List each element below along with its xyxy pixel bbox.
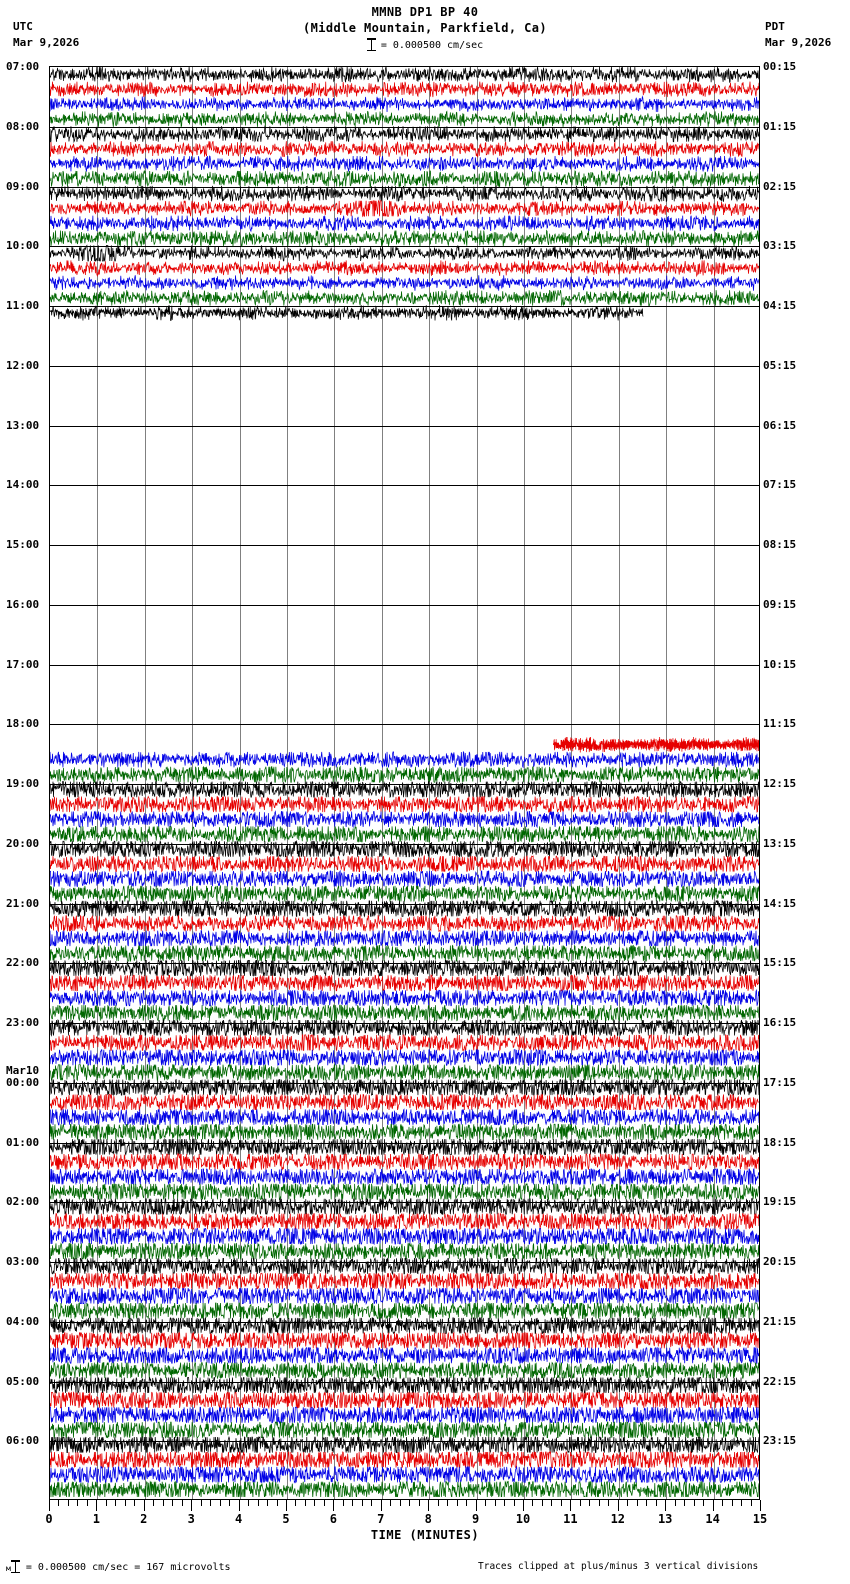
x-tick-minor [352, 1500, 353, 1506]
trace-2330 [50, 1050, 759, 1065]
x-tick-major-13 [665, 1500, 666, 1511]
x-tick-minor [589, 1500, 590, 1506]
trace-0600 [50, 1437, 759, 1452]
x-tick-minor [580, 1500, 581, 1506]
utc-time-label-1600: 16:00 [6, 597, 40, 611]
x-tick-label-12: 12 [610, 1512, 626, 1526]
trace-0315 [50, 1273, 759, 1288]
x-tick-label-5: 5 [282, 1512, 290, 1526]
x-tick-major-6 [333, 1500, 334, 1511]
trace-0745 [50, 111, 759, 126]
footer-left-text: = 0.000500 cm/sec = 167 microvolts [25, 1562, 231, 1573]
x-tick-minor [419, 1500, 420, 1506]
x-tick-label-0: 0 [45, 1512, 53, 1526]
trace-0515 [50, 1392, 759, 1407]
pdt-time-label-1615: 16:15 [763, 1016, 797, 1029]
trace-2030 [50, 871, 759, 886]
x-tick-major-11 [570, 1500, 571, 1511]
x-tick-minor [504, 1500, 505, 1506]
x-tick-minor [106, 1500, 107, 1506]
trace-2300 [50, 1020, 759, 1035]
pdt-time-label-1515: 15:15 [763, 956, 797, 970]
x-tick-major-0 [49, 1500, 50, 1511]
x-tick-minor [343, 1500, 344, 1506]
x-tick-minor [153, 1500, 154, 1506]
x-tick-minor [229, 1500, 230, 1506]
x-tick-major-3 [191, 1500, 192, 1511]
trace-2130 [50, 931, 759, 946]
day-change-label: Mar10 [6, 1063, 40, 1077]
utc-time-label-1300: 13:00 [6, 418, 40, 432]
trace-1000 [50, 245, 759, 260]
pdt-time-label-1915: 19:15 [763, 1195, 797, 1209]
x-tick-minor [561, 1500, 562, 1506]
seismogram-plot [49, 66, 760, 1500]
pdt-time-label-0315: 03:15 [763, 239, 797, 253]
trace-0000 [50, 1080, 759, 1095]
x-tick-minor [125, 1500, 126, 1506]
x-tick-minor [390, 1500, 391, 1506]
trace-0630 [50, 1467, 759, 1482]
pdt-time-label-1415: 14:15 [763, 896, 797, 910]
trace-0915 [50, 201, 759, 216]
x-tick-minor [210, 1500, 211, 1506]
x-tick-minor [732, 1500, 733, 1506]
pdt-time-label-1215: 12:15 [763, 777, 797, 790]
x-tick-major-12 [618, 1500, 619, 1511]
trace-0530 [50, 1407, 759, 1422]
right-timezone-label: PDT [765, 20, 785, 33]
left-timezone-label: UTC [13, 20, 33, 33]
trace-0445 [50, 1363, 759, 1378]
utc-time-label-2300: 23:00 [6, 1016, 40, 1029]
trace-0145 [50, 1184, 759, 1199]
utc-time-label-2000: 20:00 [6, 836, 40, 850]
trace-0715 [50, 82, 759, 97]
pdt-time-label-0015: 00:15 [763, 60, 797, 73]
pdt-time-label-1815: 18:15 [763, 1135, 797, 1149]
trace-0500 [50, 1377, 759, 1392]
trace-0330 [50, 1288, 759, 1303]
trace-1845 [50, 767, 759, 782]
x-tick-minor [220, 1500, 221, 1506]
trace-0930 [50, 216, 759, 231]
utc-time-label-0000: 00:00 [6, 1075, 40, 1089]
utc-time-label-0100: 01:00 [6, 1135, 40, 1149]
x-tick-minor [267, 1500, 268, 1506]
x-tick-label-7: 7 [377, 1512, 385, 1526]
trace-2015 [50, 856, 759, 871]
x-tick-minor [495, 1500, 496, 1506]
left-date-label: Mar 9,2026 [13, 36, 80, 49]
trace-0015 [50, 1094, 759, 1109]
trace-1930 [50, 811, 759, 826]
trace-2230 [50, 990, 759, 1005]
x-tick-minor [646, 1500, 647, 1506]
x-tick-minor [438, 1500, 439, 1506]
utc-time-label-0500: 05:00 [6, 1374, 40, 1388]
utc-time-label-1400: 14:00 [6, 478, 40, 492]
mu-ibeam-icon [11, 1560, 20, 1573]
x-tick-major-8 [428, 1500, 429, 1511]
ibeam-scale-icon [367, 38, 376, 51]
x-tick-minor [684, 1500, 685, 1506]
x-tick-minor [722, 1500, 723, 1506]
scale-bar-legend [0, 38, 850, 51]
trace-1945 [50, 826, 759, 841]
utc-time-label-0400: 04:00 [6, 1314, 40, 1328]
x-tick-minor [400, 1500, 401, 1506]
trace-layer [50, 67, 759, 1497]
pdt-time-label-0115: 01:15 [763, 119, 797, 133]
x-tick-label-10: 10 [515, 1512, 531, 1526]
x-tick-minor [694, 1500, 695, 1506]
trace-2215 [50, 975, 759, 990]
x-tick-minor [115, 1500, 116, 1506]
trace-0815 [50, 141, 759, 156]
pdt-time-label-1715: 17:15 [763, 1075, 797, 1089]
x-tick-minor [324, 1500, 325, 1506]
pdt-time-label-0715: 07:15 [763, 478, 797, 492]
x-tick-label-4: 4 [234, 1512, 243, 1526]
utc-time-label-1900: 19:00 [6, 777, 40, 790]
x-tick-label-3: 3 [187, 1512, 195, 1526]
trace-0100 [50, 1139, 759, 1154]
trace-1915 [50, 797, 759, 812]
pdt-time-label-0415: 04:15 [763, 299, 797, 312]
x-tick-label-1: 1 [92, 1512, 101, 1526]
x-tick-minor [201, 1500, 202, 1506]
x-tick-minor [68, 1500, 69, 1506]
trace-1900 [50, 782, 759, 797]
x-tick-minor [134, 1500, 135, 1506]
x-tick-minor [466, 1500, 467, 1506]
trace-0245 [50, 1243, 759, 1258]
x-tick-minor [277, 1500, 278, 1506]
trace-0645 [50, 1482, 759, 1497]
x-tick-minor [532, 1500, 533, 1506]
trace-1830 [50, 752, 759, 767]
trace-0545 [50, 1422, 759, 1437]
trace-0945 [50, 231, 759, 246]
x-tick-major-5 [286, 1500, 287, 1511]
pdt-time-label-2315: 23:15 [763, 1434, 797, 1448]
x-tick-label-11: 11 [563, 1512, 578, 1526]
x-tick-minor [447, 1500, 448, 1506]
utc-time-label-1100: 11:00 [6, 299, 40, 312]
trace-0800 [50, 126, 759, 141]
x-tick-minor [656, 1500, 657, 1506]
x-tick-minor [599, 1500, 600, 1506]
utc-time-label-2200: 22:00 [6, 956, 40, 970]
pdt-time-label-0215: 02:15 [763, 179, 797, 193]
x-tick-minor [295, 1500, 296, 1506]
trace-0200 [50, 1199, 759, 1214]
x-tick-minor [514, 1500, 515, 1506]
trace-0845 [50, 171, 759, 186]
station-title: MMNB DP1 BP 40 [371, 5, 479, 19]
x-tick-label-14: 14 [705, 1512, 720, 1526]
pdt-time-label-0915: 09:15 [763, 597, 797, 611]
utc-time-label-0300: 03:00 [6, 1255, 40, 1268]
trace-0045 [50, 1124, 759, 1139]
x-tick-label-13: 13 [657, 1512, 673, 1526]
header [0, 0, 850, 60]
pdt-time-label-0515: 05:15 [763, 358, 797, 372]
x-tick-major-14 [713, 1500, 714, 1511]
trace-1015 [50, 260, 759, 275]
x-tick-minor [371, 1500, 372, 1506]
x-tick-major-15 [760, 1500, 761, 1511]
trace-2000 [50, 841, 759, 856]
x-tick-minor [163, 1500, 164, 1506]
x-axis [45, 1500, 768, 1526]
trace-0345 [50, 1303, 759, 1318]
utc-time-label-0600: 06:00 [6, 1434, 40, 1448]
trace-2200 [50, 960, 759, 975]
trace-0430 [50, 1348, 759, 1363]
x-tick-minor [305, 1500, 306, 1506]
station-location: (Middle Mountain, Parkfield, Ca) [303, 21, 547, 35]
utc-time-label-1200: 12:00 [6, 358, 40, 372]
x-tick-minor [87, 1500, 88, 1506]
trace-0400 [50, 1318, 759, 1333]
utc-time-label-0800: 08:00 [6, 119, 40, 133]
x-tick-minor [314, 1500, 315, 1506]
x-axis-title: TIME (MINUTES) [370, 1528, 480, 1542]
x-tick-minor [551, 1500, 552, 1506]
x-tick-major-2 [144, 1500, 145, 1511]
x-tick-minor [172, 1500, 173, 1506]
x-tick-label-8: 8 [424, 1512, 432, 1526]
trace-2100 [50, 901, 759, 916]
right-date-label: Mar 9,2026 [765, 36, 832, 49]
pdt-time-label-2215: 22:15 [763, 1374, 797, 1388]
trace-0115 [50, 1154, 759, 1169]
x-tick-minor [741, 1500, 742, 1506]
x-tick-minor [485, 1500, 486, 1506]
trace-0030 [50, 1109, 759, 1124]
x-tick-minor [182, 1500, 183, 1506]
trace-2145 [50, 946, 759, 961]
x-tick-major-7 [381, 1500, 382, 1511]
utc-time-label-0200: 02:00 [6, 1195, 40, 1209]
x-tick-minor [248, 1500, 249, 1506]
trace-0130 [50, 1169, 759, 1184]
trace-0615 [50, 1452, 759, 1467]
trace-1045 [50, 290, 759, 305]
x-tick-minor [675, 1500, 676, 1506]
x-tick-minor [77, 1500, 78, 1506]
x-tick-minor [258, 1500, 259, 1506]
pdt-time-label-1315: 13:15 [763, 836, 797, 850]
x-tick-minor [362, 1500, 363, 1506]
trace-2045 [50, 886, 759, 901]
utc-time-label-1700: 17:00 [6, 657, 40, 671]
mu-icon: м [6, 1564, 11, 1573]
trace-0900 [50, 186, 759, 201]
trace-0700 [50, 67, 759, 82]
x-tick-minor [751, 1500, 752, 1506]
scale-bar-text: = 0.000500 cm/sec [380, 40, 484, 51]
pdt-time-label-2015: 20:15 [763, 1255, 797, 1268]
trace-2315 [50, 1035, 759, 1050]
utc-time-label-1800: 18:00 [6, 717, 40, 731]
footer-scale-note [6, 1560, 231, 1573]
pdt-time-label-1015: 10:15 [763, 657, 797, 671]
x-tick-major-9 [476, 1500, 477, 1511]
trace-1030 [50, 275, 759, 290]
x-tick-label-2: 2 [140, 1512, 148, 1526]
pdt-time-label-2115: 21:15 [763, 1314, 797, 1328]
trace-0300 [50, 1258, 759, 1273]
x-tick-label-9: 9 [471, 1512, 480, 1526]
trace-1100 [50, 305, 643, 320]
x-tick-minor [58, 1500, 59, 1506]
x-tick-minor [409, 1500, 410, 1506]
x-tick-minor [542, 1500, 543, 1506]
utc-time-label-2100: 21:00 [6, 896, 40, 910]
utc-time-label-0900: 09:00 [6, 179, 40, 193]
x-tick-minor [703, 1500, 704, 1506]
footer-clip-note: Traces clipped at plus/minus 3 vertical divisions [478, 1561, 759, 1572]
x-tick-major-10 [523, 1500, 524, 1511]
x-tick-minor [627, 1500, 628, 1506]
x-tick-major-1 [96, 1500, 97, 1511]
x-tick-label-15: 15 [752, 1512, 768, 1526]
x-tick-label-6: 6 [329, 1512, 338, 1526]
trace-2115 [50, 916, 759, 931]
pdt-time-label-0615: 06:15 [763, 418, 797, 432]
x-tick-minor [637, 1500, 638, 1506]
trace-0830 [50, 156, 759, 171]
x-tick-major-4 [239, 1500, 240, 1511]
utc-time-label-1000: 10:00 [6, 239, 40, 253]
trace-2345 [50, 1065, 759, 1080]
pdt-time-label-0815: 08:15 [763, 538, 797, 551]
trace-0215 [50, 1214, 759, 1229]
trace-1815 [553, 737, 759, 752]
utc-time-label-1500: 15:00 [6, 538, 40, 551]
x-tick-minor [457, 1500, 458, 1506]
trace-0230 [50, 1229, 759, 1244]
utc-time-label-0700: 07:00 [6, 60, 40, 73]
trace-2245 [50, 1005, 759, 1020]
pdt-time-label-1115: 11:15 [763, 717, 797, 731]
trace-0415 [50, 1333, 759, 1348]
trace-0730 [50, 96, 759, 111]
x-tick-minor [608, 1500, 609, 1506]
